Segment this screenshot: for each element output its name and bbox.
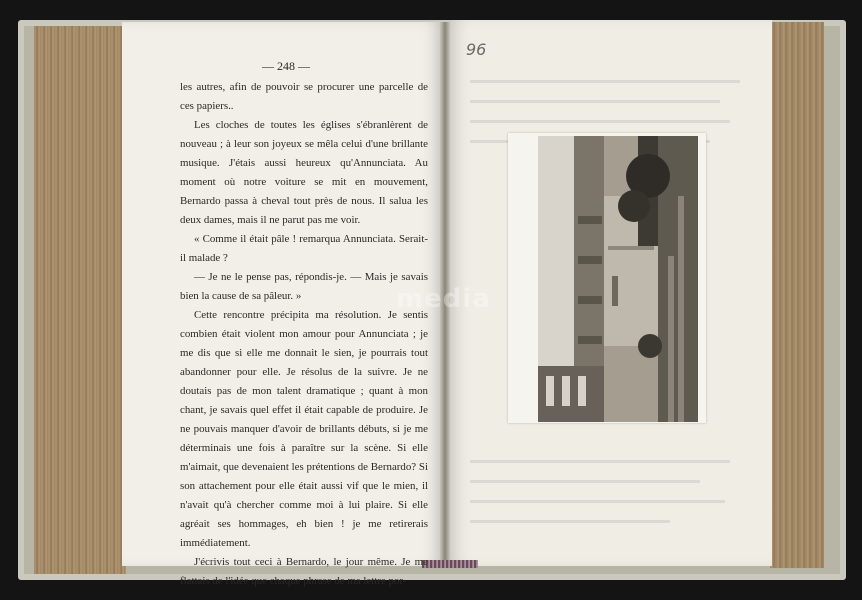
page-number: — 248 — — [262, 59, 310, 73]
paragraph-4: — Je ne le pense pas, répondis-je. — Mais je savais bien la cause de sa pâleur. » — [180, 271, 428, 302]
pencil-folio: 96 — [466, 40, 487, 59]
left-page-edges — [34, 26, 126, 574]
paragraph-6: J'écrivis tout ceci à Bernardo, le jour même. Je me flattais de l'idée que chaque phrase de ma lettre por- — [180, 556, 428, 587]
paragraph-2: Les cloches de toutes les églises s'ébranlèrent de nouveau ; à leur son joyeux se mêla celui d'une brillante musique. J'étais aussi heureux qu'Annunciata. Au moment où notre voiture se mit en mouvement, Bernardo passa à cheval tout près de nous. Il salua les deux dames, mais il ne parut pas me voir. — [180, 119, 428, 226]
city-square-photograph — [538, 136, 698, 422]
book-headband — [422, 560, 478, 568]
right-page-edges — [770, 22, 824, 568]
watermark: media — [396, 284, 491, 314]
paragraph-3: « Comme il était pâle ! remarqua Annunciata. Serait-il malade ? — [180, 233, 428, 264]
page-text — [180, 78, 428, 591]
paragraph-5: Cette rencontre précipita ma résolution. Je sentis combien était violent mon amour pour Annunciata ; je me dis que si elle me donnait le sien, je pourrais tout abandonner pour elle. Je résolus de la suivre. Je ne doutais pas de mon talent dramatique ; quant à mon chant, je savais quel effet il était capable de produire. Je ne pouvais manquer d'avoir de brillants débuts, si je me déterminais une fois à paraître sur la scène. Si elle m'aimait, que devenaient les prétentions de Bernardo? Si son attachement pour elle était aussi vif que le mien, il n'avait qu'à chercher comme moi à lui plaire. Si elle agréait ses hommages, eh bien ! je me retirerais immédiatement. — [180, 309, 428, 549]
paragraph-1: les autres, afin de pouvoir se procurer une parcelle de ces papiers.. — [180, 81, 428, 112]
